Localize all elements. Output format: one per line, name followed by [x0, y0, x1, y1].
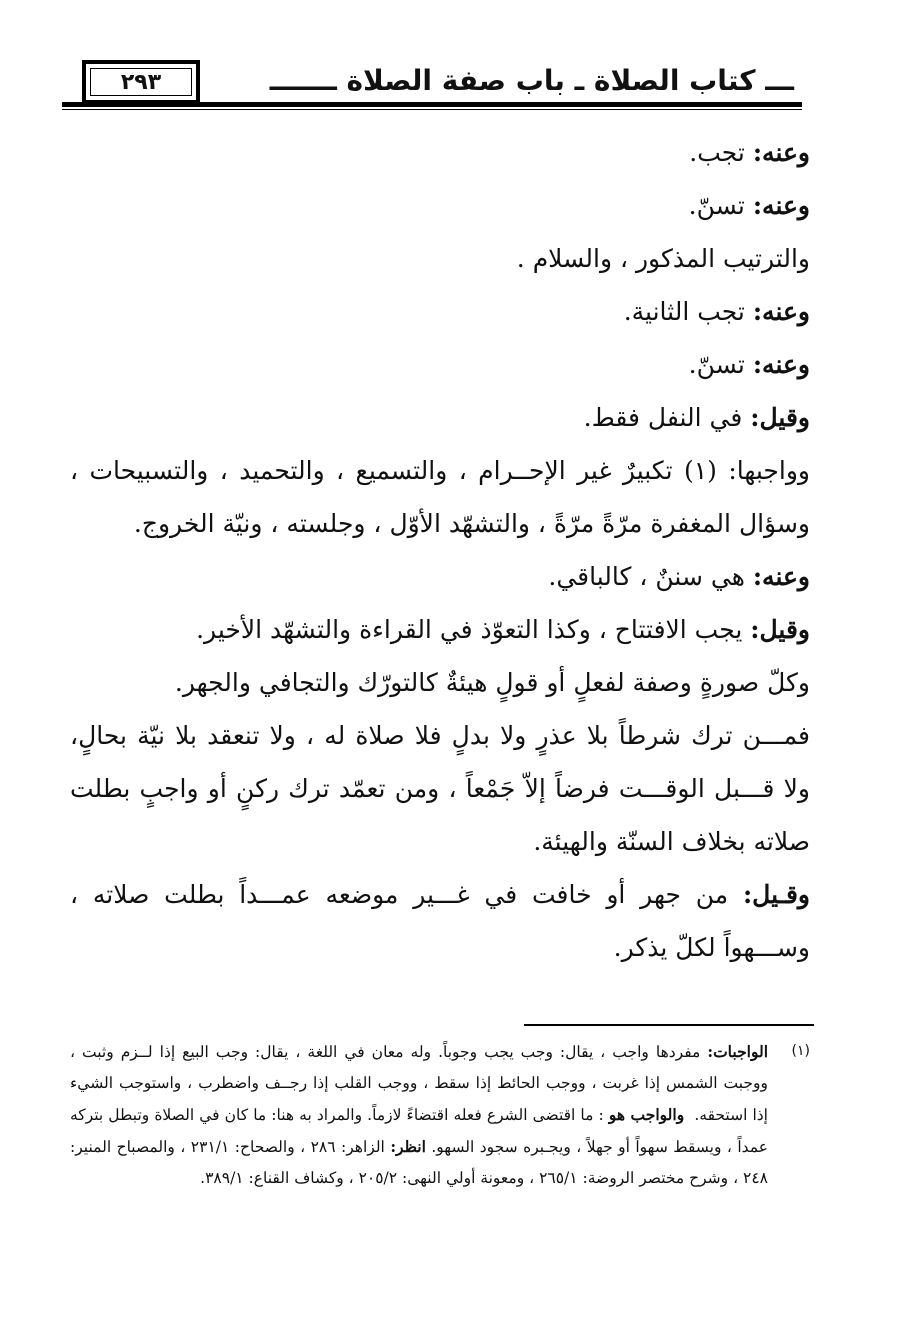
main-text: [70, 126, 810, 974]
line-text: في النفل فقط.: [583, 403, 751, 432]
paragraph-text: فمـــن ترك شرطاً بلا عذرٍ ولا بدلٍ فلا صلاة له ، ولا تنعقد بلا نيّة بحالٍ، ولا قـــبل الوقـــت فرضاً إلاّ جَمْعاً ، ومن تعمّد ترك ركنٍ أو واجبٍ بطلت صلاته بخلاف السنّة والهيئة.: [70, 721, 810, 856]
text-paragraph: [70, 709, 810, 868]
line-text: هي سننٌ ، كالباقي.: [548, 562, 753, 591]
text-line: [70, 285, 810, 338]
line-label: وعنه:: [752, 191, 810, 220]
line-text: تجب.: [689, 138, 753, 167]
text-line: [70, 232, 810, 285]
text-line: [70, 126, 810, 179]
line-text: تسنّ.: [688, 350, 753, 379]
text-paragraph: [70, 868, 810, 974]
footnote-body: الزاهر: ٢٨٦ ، والصحاح: ٢٣١/١ ، والمصباح المنير: ٢٤٨ ، وشرح مختصر الروضة: ٢٦٥/١ ، ومعونة أولي النهى: ٢٠٥/٢ ، وكشاف القناع: ٣٨٩/١.: [70, 1138, 768, 1187]
line-label: وقيل:: [750, 615, 810, 644]
paragraph-text: من جهر أو خافت في غـــير موضعه عمـــداً بطلت صلاته ، وســـهواً لكلّ يذكر.: [70, 880, 810, 962]
line-text: تجب الثانية.: [623, 297, 753, 326]
text-line: [70, 391, 810, 444]
text-line: [70, 656, 810, 709]
text-line: [70, 603, 810, 656]
running-head: ـــ كتاب الصلاة ـ باب صفة الصلاة ـــــــ: [269, 64, 794, 97]
line-text: والترتيب المذكور ، والسلام .: [516, 244, 810, 273]
text-paragraph: [70, 444, 810, 550]
line-label: وعنه:: [752, 350, 810, 379]
footnote-body: : ما اقتضى الشرع فعله اقتضاءً لازماً. والمراد به هنا: ما كان في الصلاة وتبطل بتركه عمداً ، ويسقط سهواً أو جهلاً ، ويجـبره سجود السهو.: [70, 1106, 768, 1156]
line-label: وقـيل:: [742, 880, 810, 909]
page-header: [62, 58, 802, 110]
footnote-marker: (١): [791, 1043, 810, 1059]
footnote-separator: [524, 1024, 814, 1026]
footnotes: [70, 1036, 810, 1194]
line-label: وعنه:: [752, 138, 810, 167]
text-line: [70, 550, 810, 603]
footnote-label: انظر:: [390, 1137, 426, 1156]
footnote-body: مفردها واجب ، يقال: وجب يجب وجوباً. وله معان في اللغة ، يقال: وجب البيع إذا لــزم وثبت ، ووجبت الشمس إذا غربت ، ووجب الحائط إذا سقط ، ووجب القلب إذا رجــف واضطرب ، واستوجب الشيء إذا استحقه.: [70, 1043, 768, 1124]
line-label: وقيل:: [750, 403, 810, 432]
footnote-text: [70, 1036, 768, 1194]
page-number-box: [82, 60, 200, 104]
line-label: وعنه:: [752, 562, 810, 591]
footnote-label: والواجب هو: [608, 1105, 685, 1124]
line-text: يجب الافتتاح ، وكذا التعوّذ في القراءة والتشهّد الأخير.: [196, 615, 751, 644]
line-label: وعنه:: [752, 297, 810, 326]
paragraph-text: وواجبها: (١) تكبيرٌ غير الإحــرام ، والتسميع ، والتحميد ، والتسبيحات ، وسؤال المغفرة مرّةً مرّةً ، والتشهّد الأوّل ، وجلسته ، ونيّة الخروج.: [70, 456, 810, 538]
line-text: وكلّ صورةٍ وصفة لفعلٍ أو قولٍ هيئةٌ كالتورّك والتجافي والجهر.: [174, 668, 810, 697]
page-number: ٢٩٣: [120, 69, 162, 95]
text-line: [70, 179, 810, 232]
header-rule-thick: [62, 102, 802, 107]
footnote-label: الواجبات:: [707, 1042, 768, 1061]
line-text: تسنّ.: [688, 191, 753, 220]
text-line: [70, 338, 810, 391]
header-rule-thin: [62, 109, 802, 110]
